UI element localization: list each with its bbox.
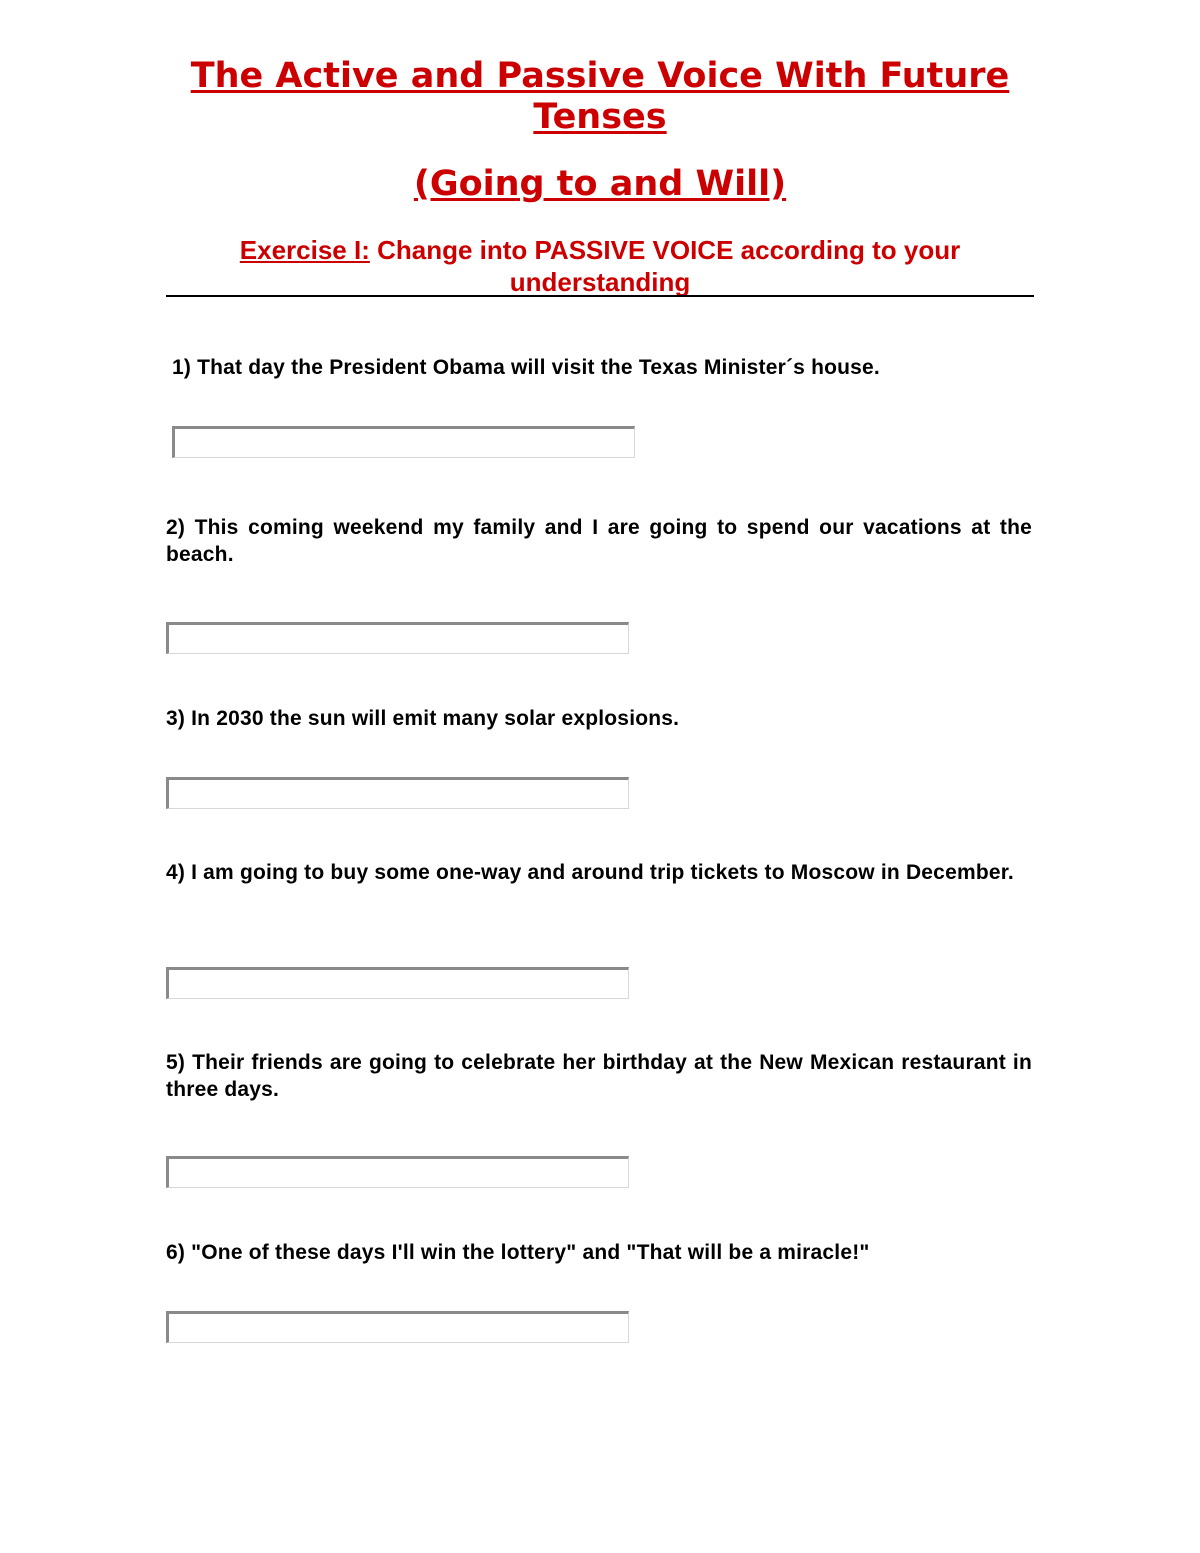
- page-subtitle: (Going to and Will): [413, 164, 787, 204]
- heading-divider: [166, 295, 1034, 297]
- exercise-instruction: Change into PASSIVE VOICE according to your understanding: [369, 235, 961, 297]
- answer-field-1[interactable]: [172, 426, 635, 458]
- answer-field-2[interactable]: [166, 622, 629, 654]
- exercise-heading: [166, 234, 1034, 298]
- answer-field-4[interactable]: [166, 967, 629, 999]
- exercise-label: Exercise I:: [239, 235, 370, 265]
- question-1: 1) That day the President Obama will visit the Texas Minister´s house.: [172, 356, 880, 379]
- answer-field-6[interactable]: [166, 1311, 629, 1343]
- answer-field-3[interactable]: [166, 777, 629, 809]
- question-6: 6) "One of these days I'll win the lottery" and "That will be a miracle!": [166, 1241, 870, 1264]
- question-4: 4) I am going to buy some one-way and around trip tickets to Moscow in December.: [166, 861, 1014, 884]
- question-5: 5) Their friends are going to celebrate her birthday at the New Mexican restaurant in three days.: [166, 1051, 1032, 1101]
- question-3: 3) In 2030 the sun will emit many solar explosions.: [166, 707, 680, 730]
- question-2: 2) This coming weekend my family and I are going to spend our vacations at the beach.: [166, 516, 1032, 566]
- page-title: The Active and Passive Voice With Future Tenses: [190, 56, 1010, 137]
- answer-field-5[interactable]: [166, 1156, 629, 1188]
